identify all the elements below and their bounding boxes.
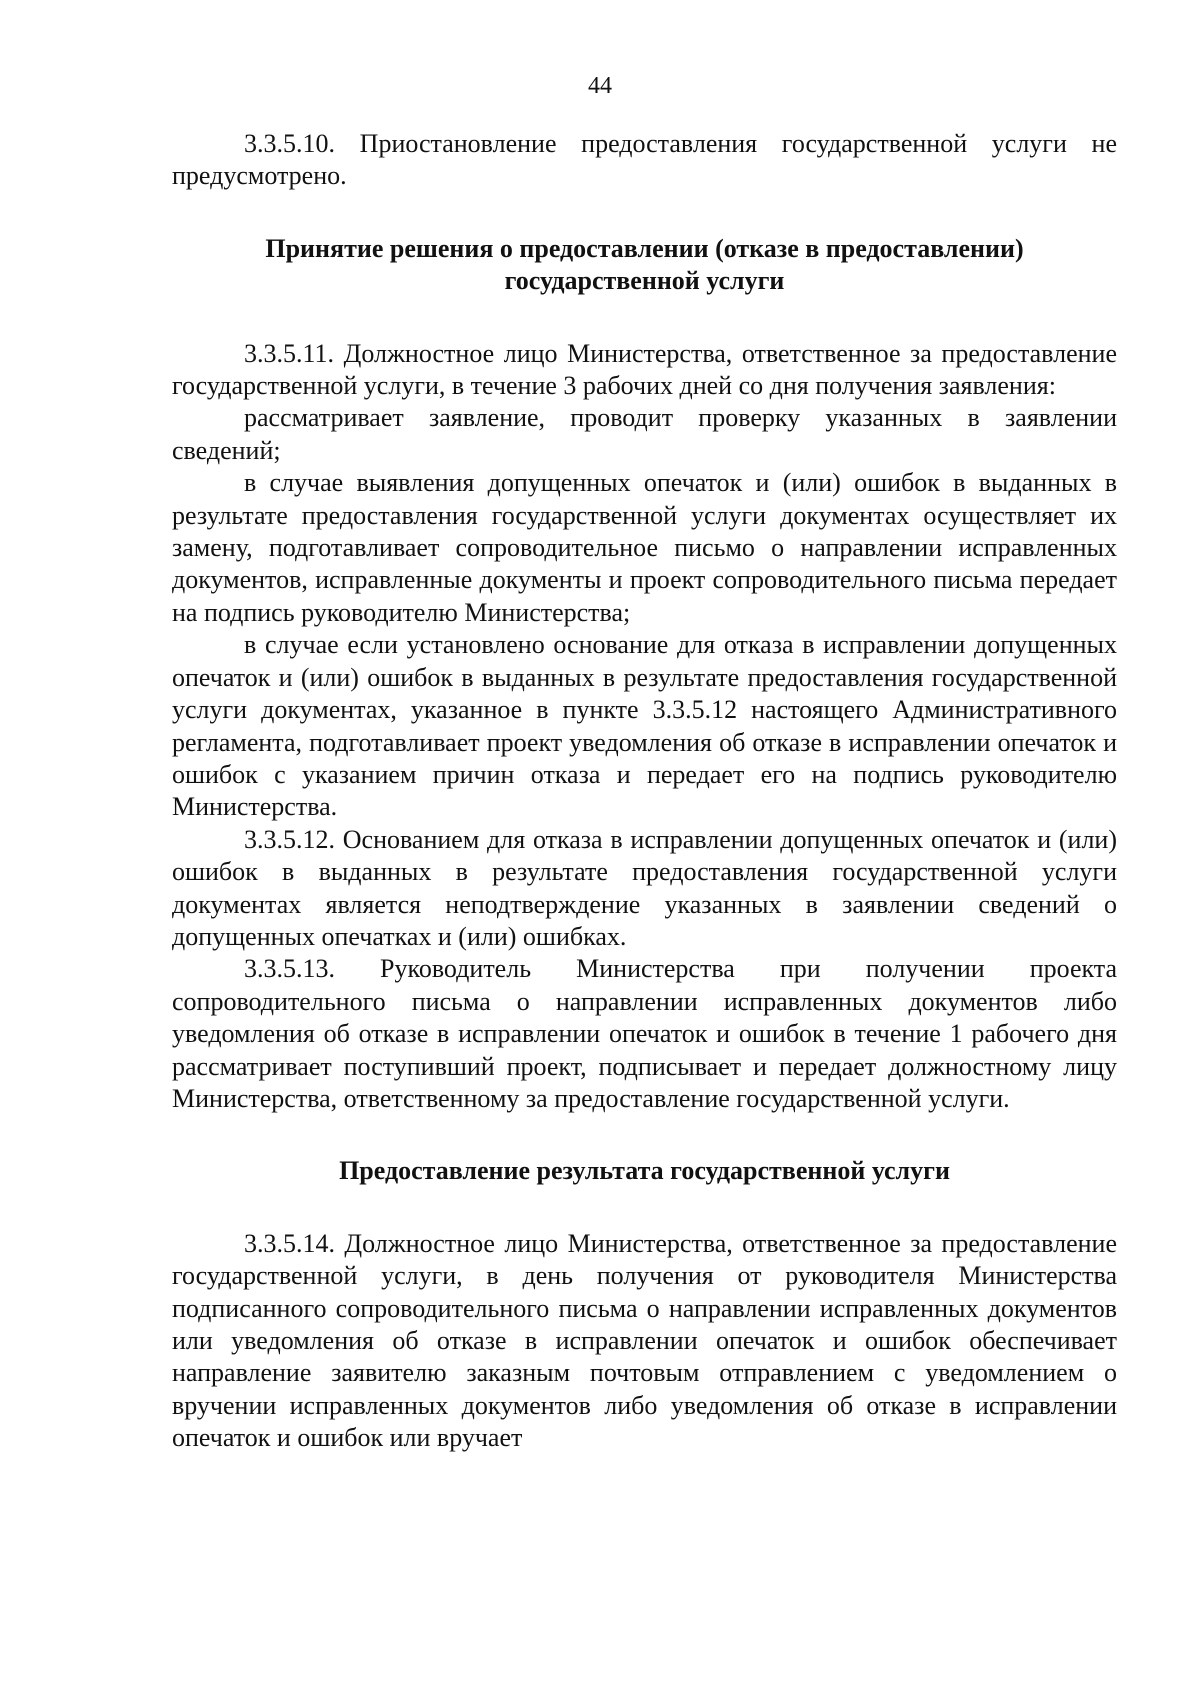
paragraph-3-3-5-14: 3.3.5.14. Должностное лицо Министерства, ответственное за предоставление государственной услуги, в день получения от руководителя Министерства подписанного сопроводительного письма о направлении исправленных документов или уведомления об отказе в исправлении опечаток и ошибок обеспечивает направление заявителю заказным почтовым отправлением с уведомлением о вручении исправленных документов либо уведомления об отказе в исправлении опечаток и ошибок или вручает <box>172 1228 1117 1453</box>
paragraph-refusal-notice: в случае если установлено основание для отказа в исправлении допущенных опечаток и (или) ошибок в выданных в результате предоставления государственной услуги документах, указанное в пункте 3.3.5.12 настоящего Административного регламента, подготавливает проект уведомления об отказе в исправлении опечаток и ошибок с указанием причин отказа и передает его на подпись руководителю Министерства. <box>172 630 1117 822</box>
page-number: 44 <box>588 73 612 99</box>
paragraph-3-3-5-10: 3.3.5.10. Приостановление предоставления государственной услуги не предусмотрено. <box>172 129 1117 191</box>
paragraph-3-3-5-13: 3.3.5.13. Руководитель Министерства при получении проекта сопроводительного письма о направлении исправленных документов либо уведомления об отказе в исправлении опечаток и ошибок в течение 1 рабочего дня рассматривает поступивший проект, подписывает и передает должностному лицу Министерства, ответственному за предоставление государственной услуги. <box>172 954 1117 1113</box>
paragraph-3-3-5-11: 3.3.5.11. Должностное лицо Министерства, ответственное за предоставление государственной услуги, в течение 3 рабочих дней со дня получения заявления: <box>172 338 1117 401</box>
paragraph-replace-documents: в случае выявления допущенных опечаток и (или) ошибок в выданных в результате предоставления государственной услуги документах осуществляет их замену, подготавливает сопроводительное письмо о направлении исправленных документов, исправленные документы и проект сопроводительного письма передает на подпись руководителю Министерства; <box>172 468 1117 627</box>
paragraph-review-application: рассматривает заявление, проводит проверку указанных в заявлении сведений; <box>172 403 1117 465</box>
document-body <box>172 128 1117 1455</box>
section-heading-decision: Принятие решения о предоставлении (отказе в предоставлении) государственной услуги <box>265 233 1024 296</box>
section-heading-result: Предоставление результата государственной услуги <box>339 1156 950 1186</box>
paragraph-3-3-5-12: 3.3.5.12. Основанием для отказа в исправлении допущенных опечаток и (или) ошибок в выданных в результате предоставления государственной услуги документах является неподтверждение указанных в заявлении сведений о допущенных опечатках и (или) ошибках. <box>172 824 1117 951</box>
